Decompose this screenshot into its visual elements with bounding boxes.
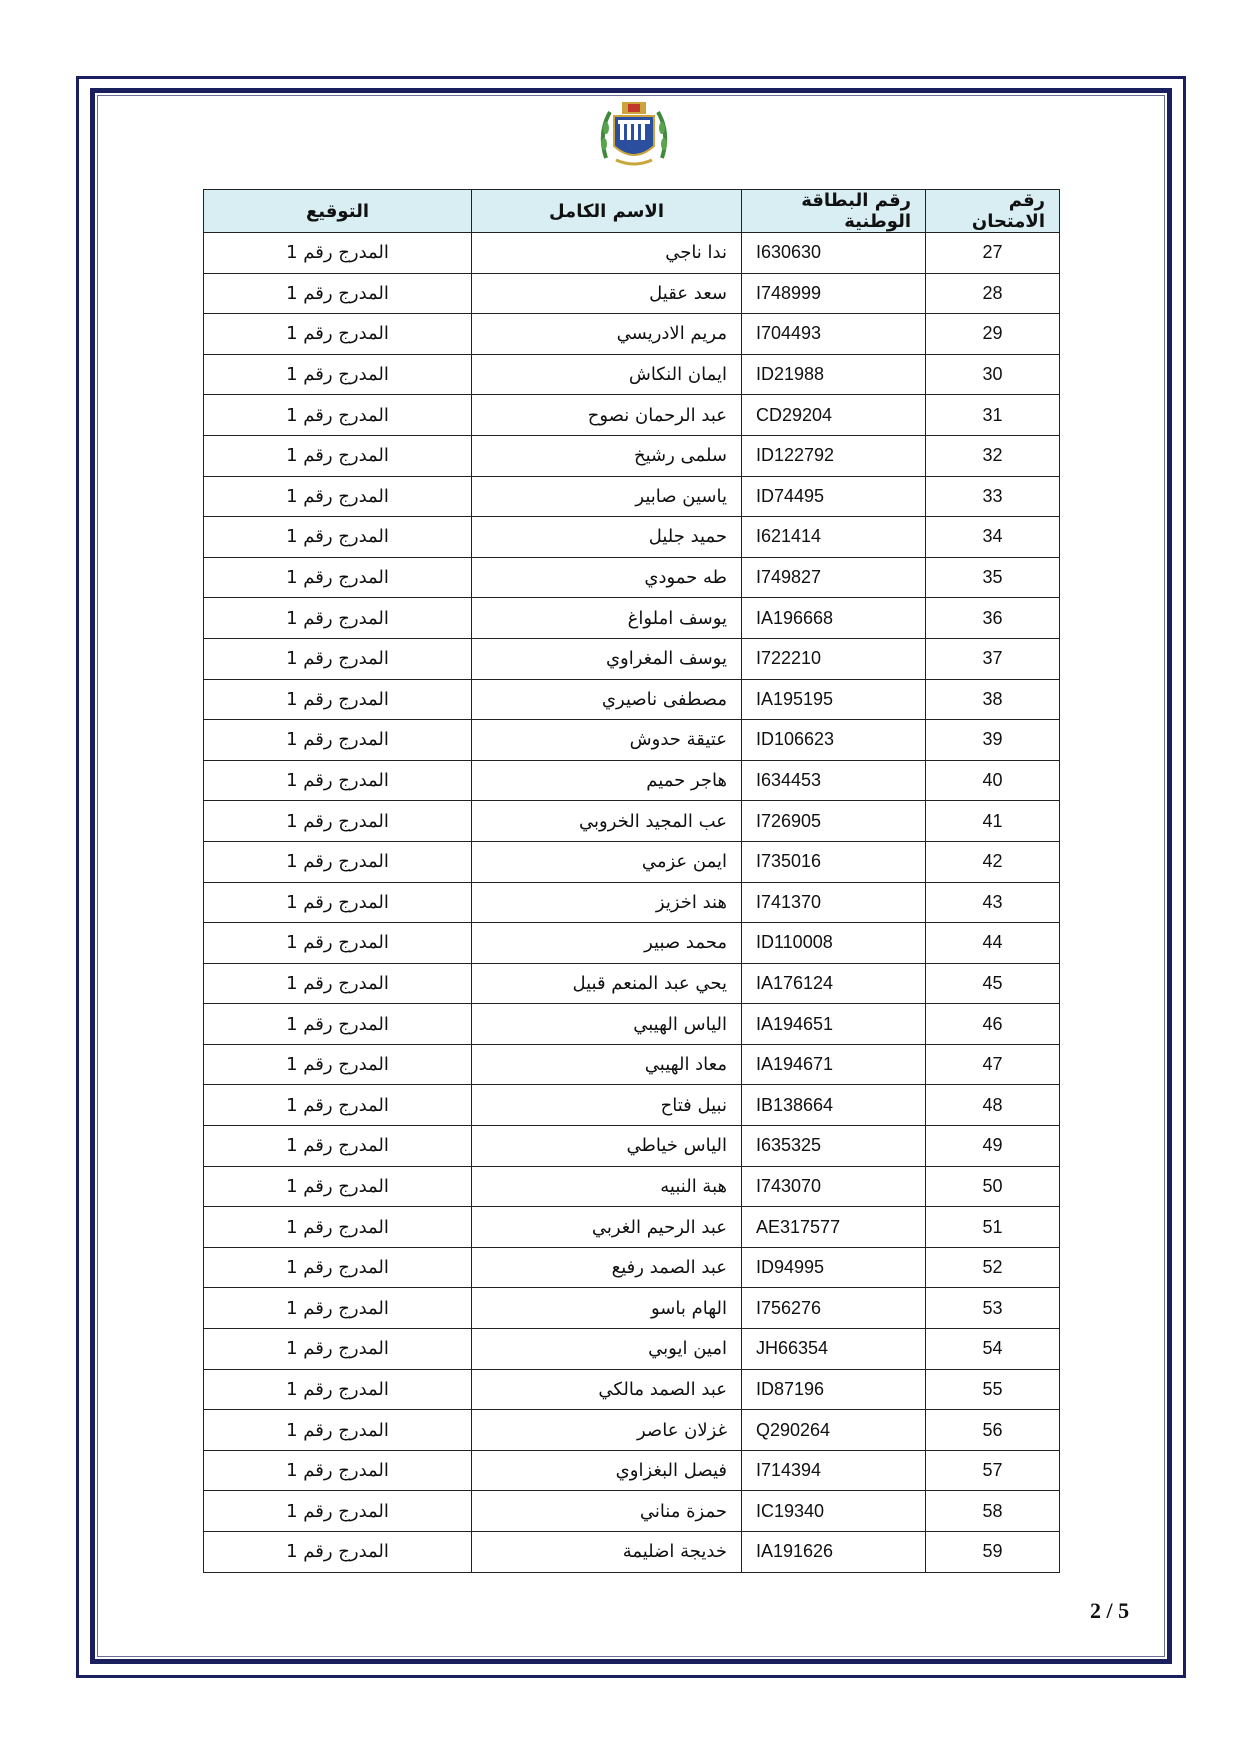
national-id-cell: I741370 [742, 882, 926, 923]
table-row [204, 1085, 1060, 1126]
exam-number-cell: 52 [926, 1247, 1060, 1288]
national-id-cell: I735016 [742, 841, 926, 882]
full-name-cell: عتيقة حدوش [472, 720, 742, 761]
exam-number-cell: 36 [926, 598, 1060, 639]
signature-cell: المدرج رقم 1 [204, 1450, 472, 1491]
signature-cell: المدرج رقم 1 [204, 1166, 472, 1207]
table-row [204, 435, 1060, 476]
national-id-cell: ID87196 [742, 1369, 926, 1410]
table-row [204, 476, 1060, 517]
exam-number-cell: 31 [926, 395, 1060, 436]
full-name-cell: سعد عقيل [472, 273, 742, 314]
exam-number-cell: 40 [926, 760, 1060, 801]
signature-cell: المدرج رقم 1 [204, 233, 472, 274]
table-row [204, 1369, 1060, 1410]
full-name-cell: عبد الصمد رفيع [472, 1247, 742, 1288]
signature-cell: المدرج رقم 1 [204, 435, 472, 476]
exam-number-cell: 44 [926, 923, 1060, 964]
national-id-cell: ID122792 [742, 435, 926, 476]
table-row [204, 882, 1060, 923]
signature-cell: المدرج رقم 1 [204, 1329, 472, 1370]
national-id-cell: I635325 [742, 1126, 926, 1167]
table-row [204, 1044, 1060, 1085]
signature-cell: المدرج رقم 1 [204, 923, 472, 964]
table-row [204, 1410, 1060, 1451]
exam-number-cell: 45 [926, 963, 1060, 1004]
table-body [204, 233, 1060, 1573]
signature-cell: المدرج رقم 1 [204, 679, 472, 720]
table-row [204, 1329, 1060, 1370]
full-name-cell: ياسين صابير [472, 476, 742, 517]
signature-cell: المدرج رقم 1 [204, 314, 472, 355]
full-name-cell: فيصل البغزاوي [472, 1450, 742, 1491]
signature-cell: المدرج رقم 1 [204, 882, 472, 923]
exam-number-cell: 55 [926, 1369, 1060, 1410]
candidates-table [203, 189, 1060, 1573]
national-id-cell: I726905 [742, 801, 926, 842]
exam-number-cell: 37 [926, 638, 1060, 679]
signature-cell: المدرج رقم 1 [204, 1288, 472, 1329]
signature-cell: المدرج رقم 1 [204, 760, 472, 801]
national-id-cell: ID94995 [742, 1247, 926, 1288]
national-id-cell: I756276 [742, 1288, 926, 1329]
national-id-cell: IB138664 [742, 1085, 926, 1126]
table-row [204, 638, 1060, 679]
table-row [204, 1288, 1060, 1329]
signature-cell: المدرج رقم 1 [204, 517, 472, 558]
signature-cell: المدرج رقم 1 [204, 598, 472, 639]
table-row [204, 760, 1060, 801]
header-exam-number: رقم الامتحان [926, 190, 1060, 233]
signature-cell: المدرج رقم 1 [204, 801, 472, 842]
exam-number-cell: 54 [926, 1329, 1060, 1370]
national-id-cell: Q290264 [742, 1410, 926, 1451]
table-row [204, 679, 1060, 720]
exam-number-cell: 42 [926, 841, 1060, 882]
exam-number-cell: 32 [926, 435, 1060, 476]
table-row [204, 395, 1060, 436]
signature-cell: المدرج رقم 1 [204, 1085, 472, 1126]
signature-cell: المدرج رقم 1 [204, 1410, 472, 1451]
table-row [204, 1126, 1060, 1167]
full-name-cell: عب المجيد الخروبي [472, 801, 742, 842]
table-header-row [204, 190, 1060, 233]
signature-cell: المدرج رقم 1 [204, 638, 472, 679]
exam-number-cell: 58 [926, 1491, 1060, 1532]
signature-cell: المدرج رقم 1 [204, 1207, 472, 1248]
signature-cell: المدرج رقم 1 [204, 1126, 472, 1167]
full-name-cell: عبد الصمد مالكي [472, 1369, 742, 1410]
national-id-cell: ID21988 [742, 354, 926, 395]
table-row [204, 1247, 1060, 1288]
table-row [204, 273, 1060, 314]
national-id-cell: JH66354 [742, 1329, 926, 1370]
exam-number-cell: 51 [926, 1207, 1060, 1248]
table-row [204, 923, 1060, 964]
table-row [204, 801, 1060, 842]
national-id-cell: I748999 [742, 273, 926, 314]
full-name-cell: غزلان عاصر [472, 1410, 742, 1451]
signature-cell: المدرج رقم 1 [204, 557, 472, 598]
full-name-cell: حمزة مناني [472, 1491, 742, 1532]
national-id-cell: IA176124 [742, 963, 926, 1004]
full-name-cell: حميد جليل [472, 517, 742, 558]
full-name-cell: هبة النبيه [472, 1166, 742, 1207]
full-name-cell: نبيل فتاح [472, 1085, 742, 1126]
signature-cell: المدرج رقم 1 [204, 476, 472, 517]
full-name-cell: عبد الرحمان نصوح [472, 395, 742, 436]
full-name-cell: عبد الرحيم الغربي [472, 1207, 742, 1248]
exam-number-cell: 47 [926, 1044, 1060, 1085]
signature-cell: المدرج رقم 1 [204, 395, 472, 436]
full-name-cell: خديجة اضليمة [472, 1532, 742, 1573]
full-name-cell: امين ايوبي [472, 1329, 742, 1370]
full-name-cell: الياس الهيبي [472, 1004, 742, 1045]
table-row [204, 963, 1060, 1004]
full-name-cell: ايمان النكاش [472, 354, 742, 395]
table-row [204, 1207, 1060, 1248]
table-row [204, 1491, 1060, 1532]
exam-number-cell: 56 [926, 1410, 1060, 1451]
signature-cell: المدرج رقم 1 [204, 963, 472, 1004]
signature-cell: المدرج رقم 1 [204, 1532, 472, 1573]
header-signature: التوقيع [204, 190, 472, 233]
header-full-name: الاسم الكامل [472, 190, 742, 233]
signature-cell: المدرج رقم 1 [204, 1247, 472, 1288]
national-id-cell: I749827 [742, 557, 926, 598]
signature-cell: المدرج رقم 1 [204, 1491, 472, 1532]
national-id-cell: I722210 [742, 638, 926, 679]
exam-number-cell: 34 [926, 517, 1060, 558]
exam-number-cell: 48 [926, 1085, 1060, 1126]
signature-cell: المدرج رقم 1 [204, 354, 472, 395]
table-row [204, 720, 1060, 761]
exam-number-cell: 50 [926, 1166, 1060, 1207]
national-id-cell: ID74495 [742, 476, 926, 517]
exam-number-cell: 27 [926, 233, 1060, 274]
full-name-cell: ايمن عزمي [472, 841, 742, 882]
header-national-id: رقم البطاقة الوطنية [742, 190, 926, 233]
full-name-cell: يحي عبد المنعم قبيل [472, 963, 742, 1004]
full-name-cell: ندا ناجي [472, 233, 742, 274]
full-name-cell: هند اخزيز [472, 882, 742, 923]
full-name-cell: يوسف املواغ [472, 598, 742, 639]
full-name-cell: مصطفى ناصيري [472, 679, 742, 720]
table-row [204, 841, 1060, 882]
national-id-cell: IA191626 [742, 1532, 926, 1573]
exam-number-cell: 38 [926, 679, 1060, 720]
exam-number-cell: 30 [926, 354, 1060, 395]
exam-number-cell: 49 [926, 1126, 1060, 1167]
national-id-cell: AE317577 [742, 1207, 926, 1248]
signature-cell: المدرج رقم 1 [204, 720, 472, 761]
page-number: 2 / 5 [1090, 1598, 1130, 1623]
full-name-cell: الهام باسو [472, 1288, 742, 1329]
exam-number-cell: 29 [926, 314, 1060, 355]
signature-cell: المدرج رقم 1 [204, 1369, 472, 1410]
national-id-cell: I743070 [742, 1166, 926, 1207]
exam-number-cell: 43 [926, 882, 1060, 923]
national-id-cell: I634453 [742, 760, 926, 801]
table-row [204, 354, 1060, 395]
exam-number-cell: 39 [926, 720, 1060, 761]
national-id-cell: I621414 [742, 517, 926, 558]
signature-cell: المدرج رقم 1 [204, 1044, 472, 1085]
full-name-cell: سلمى رشيخ [472, 435, 742, 476]
exam-number-cell: 41 [926, 801, 1060, 842]
full-name-cell: يوسف المغراوي [472, 638, 742, 679]
exam-number-cell: 57 [926, 1450, 1060, 1491]
full-name-cell: مريم الادريسي [472, 314, 742, 355]
national-id-cell: I630630 [742, 233, 926, 274]
table-row [204, 1532, 1060, 1573]
national-id-cell: ID110008 [742, 923, 926, 964]
exam-number-cell: 28 [926, 273, 1060, 314]
national-id-cell: IA194671 [742, 1044, 926, 1085]
full-name-cell: معاد الهيبي [472, 1044, 742, 1085]
table-row [204, 1004, 1060, 1045]
exam-number-cell: 53 [926, 1288, 1060, 1329]
exam-number-cell: 59 [926, 1532, 1060, 1573]
national-id-cell: IA195195 [742, 679, 926, 720]
table-row [204, 557, 1060, 598]
signature-cell: المدرج رقم 1 [204, 273, 472, 314]
national-id-cell: IC19340 [742, 1491, 926, 1532]
national-id-cell: ID106623 [742, 720, 926, 761]
full-name-cell: هاجر حميم [472, 760, 742, 801]
full-name-cell: الياس خياطي [472, 1126, 742, 1167]
full-name-cell: محمد صبير [472, 923, 742, 964]
crest-emblem-icon [596, 98, 672, 168]
national-id-cell: IA196668 [742, 598, 926, 639]
national-id-cell: IA194651 [742, 1004, 926, 1045]
national-id-cell: I714394 [742, 1450, 926, 1491]
table-row [204, 1166, 1060, 1207]
exam-number-cell: 33 [926, 476, 1060, 517]
full-name-cell: طه حمودي [472, 557, 742, 598]
table-row [204, 517, 1060, 558]
exam-number-cell: 35 [926, 557, 1060, 598]
signature-cell: المدرج رقم 1 [204, 841, 472, 882]
national-id-cell: I704493 [742, 314, 926, 355]
national-id-cell: CD29204 [742, 395, 926, 436]
exam-number-cell: 46 [926, 1004, 1060, 1045]
table-row [204, 314, 1060, 355]
table-row [204, 233, 1060, 274]
signature-cell: المدرج رقم 1 [204, 1004, 472, 1045]
table-row [204, 598, 1060, 639]
table-row [204, 1450, 1060, 1491]
